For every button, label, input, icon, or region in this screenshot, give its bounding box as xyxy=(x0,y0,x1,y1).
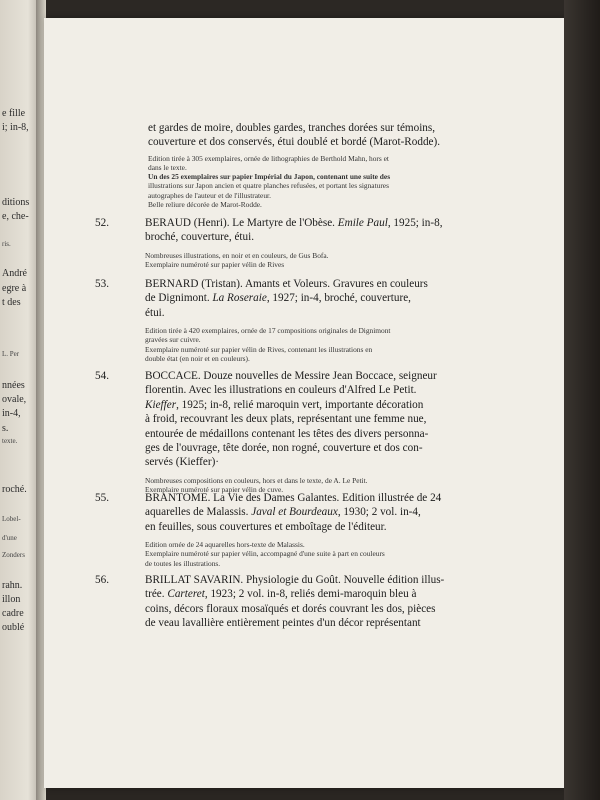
intro-note-line: Edition tirée à 305 exemplaires, ornée de lithographies de Berthold Mahn, hors et xyxy=(148,153,389,163)
left-page-fragment: ris. xyxy=(2,240,11,248)
entry-text: BERNARD (Tristan). Amants et Voleurs. Gravures en couleurs xyxy=(145,278,428,290)
entry-text: en feuilles, sous couvertures et emboîtage de l'éditeur. xyxy=(145,520,387,533)
entry-text: broché, couverture, étui. xyxy=(145,231,255,244)
entry-line xyxy=(145,505,487,519)
intro-block xyxy=(148,121,526,209)
intro-note-line: dans le texte. xyxy=(148,163,187,173)
entry-text: à froid, recouvrant les deux plats, représentant une femme nue, xyxy=(145,413,427,426)
left-page-fragment: illon xyxy=(2,594,21,605)
intro-note-line: Belle reliure décorée de Marot-Rodde. xyxy=(148,199,262,209)
left-page-fragment: Zonders xyxy=(2,551,25,559)
left-page-fragment: egre à xyxy=(2,283,27,294)
catalogue-entry xyxy=(145,277,487,363)
entry-number: 55. xyxy=(95,492,109,504)
entry-number: 56. xyxy=(95,574,109,586)
left-page-fragment: rahn. xyxy=(2,580,23,591)
publisher-name: Javal et Bourdeaux xyxy=(251,506,338,519)
entry-note-line: double état (en noir et en couleurs). xyxy=(145,353,250,363)
left-page-fragment: cadre xyxy=(2,608,24,619)
entry-text: , 1927; in-4, broché, couverture, xyxy=(266,292,411,305)
entry-note-line: de toutes les illustrations. xyxy=(145,558,221,568)
entry-number: 54. xyxy=(95,370,109,382)
left-page-fragment: oublé xyxy=(2,622,25,633)
entry-line xyxy=(145,383,487,397)
entry-description xyxy=(145,491,487,534)
entry-line xyxy=(145,369,487,383)
entry-line xyxy=(145,398,487,412)
entry-text: aquarelles de Malassis. xyxy=(145,506,252,519)
catalogue-entry xyxy=(145,369,487,494)
left-page-fragment: i; in-8, xyxy=(2,122,29,133)
entry-description xyxy=(145,277,487,320)
left-page-fragment: Lobel- xyxy=(2,515,21,523)
entry-note-line: Nombreuses illustrations, en noir et en couleurs, de Gus Bofa. xyxy=(145,250,329,260)
entry-line xyxy=(145,616,487,630)
entry-line xyxy=(145,587,487,601)
intro-line: et gardes de moire, doubles gardes, tranches dorées sur témoins, xyxy=(148,122,436,134)
entry-note-line: Edition ornée de 24 aquarelles hors-texte de Malassis. xyxy=(145,540,305,550)
intro-note-line: Un des 25 exemplaires sur papier Impérial du Japon, contenant une suite des xyxy=(148,172,391,182)
entry-text: trée. xyxy=(145,588,168,601)
entry-text: coins, décors floraux mosaïqués et dorés couvrant les dos, pièces xyxy=(145,602,436,615)
entry-note-line: gravées sur cuivre. xyxy=(145,335,201,345)
left-page-fragment: in-4, xyxy=(2,408,21,419)
left-page-fragment: e fille xyxy=(2,108,26,119)
catalogue-entry xyxy=(145,573,487,631)
entry-text: ges de l'ouvrage, tête dorée, non rogné, couverture et dos con- xyxy=(145,442,423,455)
entry-text: , 1923; 2 vol. in-8, reliés demi-maroquin bleu à xyxy=(204,588,417,601)
left-page-fragment: texte. xyxy=(2,437,18,445)
background-right xyxy=(564,0,600,800)
left-page-fragment: d'une xyxy=(2,534,17,542)
left-page-fragment: L. Per xyxy=(2,350,20,358)
entry-text: de Dignimont. xyxy=(145,292,213,305)
entry-line xyxy=(145,573,487,587)
entry-text: de veau lavallière entièrement peintes d'un décor représentant xyxy=(145,617,421,630)
left-page-fragment: roché. xyxy=(2,484,27,495)
entry-line xyxy=(145,306,487,320)
entry-line xyxy=(145,441,487,455)
entry-line xyxy=(145,520,487,534)
publisher-name: Carteret xyxy=(167,588,205,601)
entry-note-line: Exemplaire numéroté sur papier vélin de Rives, contenant les illustrations en xyxy=(145,344,373,354)
page-content xyxy=(44,18,564,788)
entry-note-line: Edition tirée à 420 exemplaires, ornée de 17 compositions originales de Dignimont xyxy=(145,326,391,336)
entry-text: , 1925; in-8, xyxy=(387,217,443,229)
left-page-fragment: s. xyxy=(2,423,9,434)
left-page-fragment: ditions xyxy=(2,197,30,208)
publisher-name: Emile Paul xyxy=(337,217,388,229)
entry-text: BERAUD (Henri). Le Martyre de l'Obèse. xyxy=(145,217,338,229)
entry-text: florentin. Avec les illustrations en couleurs d'Alfred Le Petit. xyxy=(145,384,417,397)
entry-note-line: Exemplaire numéroté sur papier vélin de cuve. xyxy=(145,485,284,495)
entry-note-line: Exemplaire numéroté sur papier vélin de Rives xyxy=(145,260,285,270)
entry-line xyxy=(145,455,487,469)
entry-line xyxy=(145,291,487,305)
entry-line xyxy=(145,412,487,426)
publisher-name: Kieffer xyxy=(145,398,177,411)
catalogue-entry xyxy=(145,216,487,269)
intro-note-line: illustrations sur Japon ancien et quatre planches refusées, et portant les signatures xyxy=(148,181,389,191)
background-top xyxy=(44,0,564,18)
entry-number: 53. xyxy=(95,278,109,290)
intro-line: couverture et dos conservés, étui doublé et bordé (Marot-Rodde). xyxy=(148,136,441,149)
entry-line xyxy=(145,602,487,616)
entry-text: BRANTOME. La Vie des Dames Galantes. Edition illustrée de 24 xyxy=(145,492,442,504)
entry-line xyxy=(145,216,487,230)
entry-text: BRILLAT SAVARIN. Physiologie du Goût. Nouvelle édition illus- xyxy=(145,574,445,586)
entry-note-line: Exemplaire numéroté sur papier vélin, accompagné d'une suite à part en couleurs xyxy=(145,549,385,559)
entry-description xyxy=(145,573,487,631)
entry-notes xyxy=(145,540,487,568)
entry-description xyxy=(145,369,487,470)
entry-text: entourée de médaillons contenant les têtes des divers personna- xyxy=(145,427,429,440)
intro-notes xyxy=(148,154,526,209)
entry-line xyxy=(145,427,487,441)
entry-note-line: Nombreuses compositions en couleurs, hors et dans le texte, de A. Le Petit. xyxy=(145,475,368,485)
left-page-fragment: t des xyxy=(2,297,21,308)
entry-line xyxy=(145,491,487,505)
entry-line xyxy=(145,230,487,244)
catalogue-entry xyxy=(145,491,487,568)
left-page-edge xyxy=(0,0,40,800)
left-page-fragment: André xyxy=(2,268,27,279)
entry-text: BOCCACE. Douze nouvelles de Messire Jean Boccace, seigneur xyxy=(145,370,437,382)
publisher-name: La Roseraie xyxy=(212,292,267,305)
entry-text: servés (Kieffer)· xyxy=(145,456,220,469)
catalogue-page xyxy=(44,18,564,788)
entry-line xyxy=(145,277,487,291)
left-page-fragment: ovale, xyxy=(2,394,27,405)
entry-number: 52. xyxy=(95,217,109,229)
entry-text: , 1925; in-8, relié maroquin vert, importante décoration xyxy=(176,398,424,411)
entry-text: , 1930; 2 vol. in-4, xyxy=(337,506,421,519)
left-page-fragment: e, che- xyxy=(2,211,29,222)
entry-notes xyxy=(145,326,487,363)
entry-text: étui. xyxy=(145,306,165,319)
entry-notes xyxy=(145,251,487,269)
intro-note-line: autographes de l'auteur et de l'illustrateur. xyxy=(148,190,271,200)
entry-description xyxy=(145,216,487,245)
left-page-fragment: nnées xyxy=(2,380,25,391)
intro-text xyxy=(148,121,526,150)
